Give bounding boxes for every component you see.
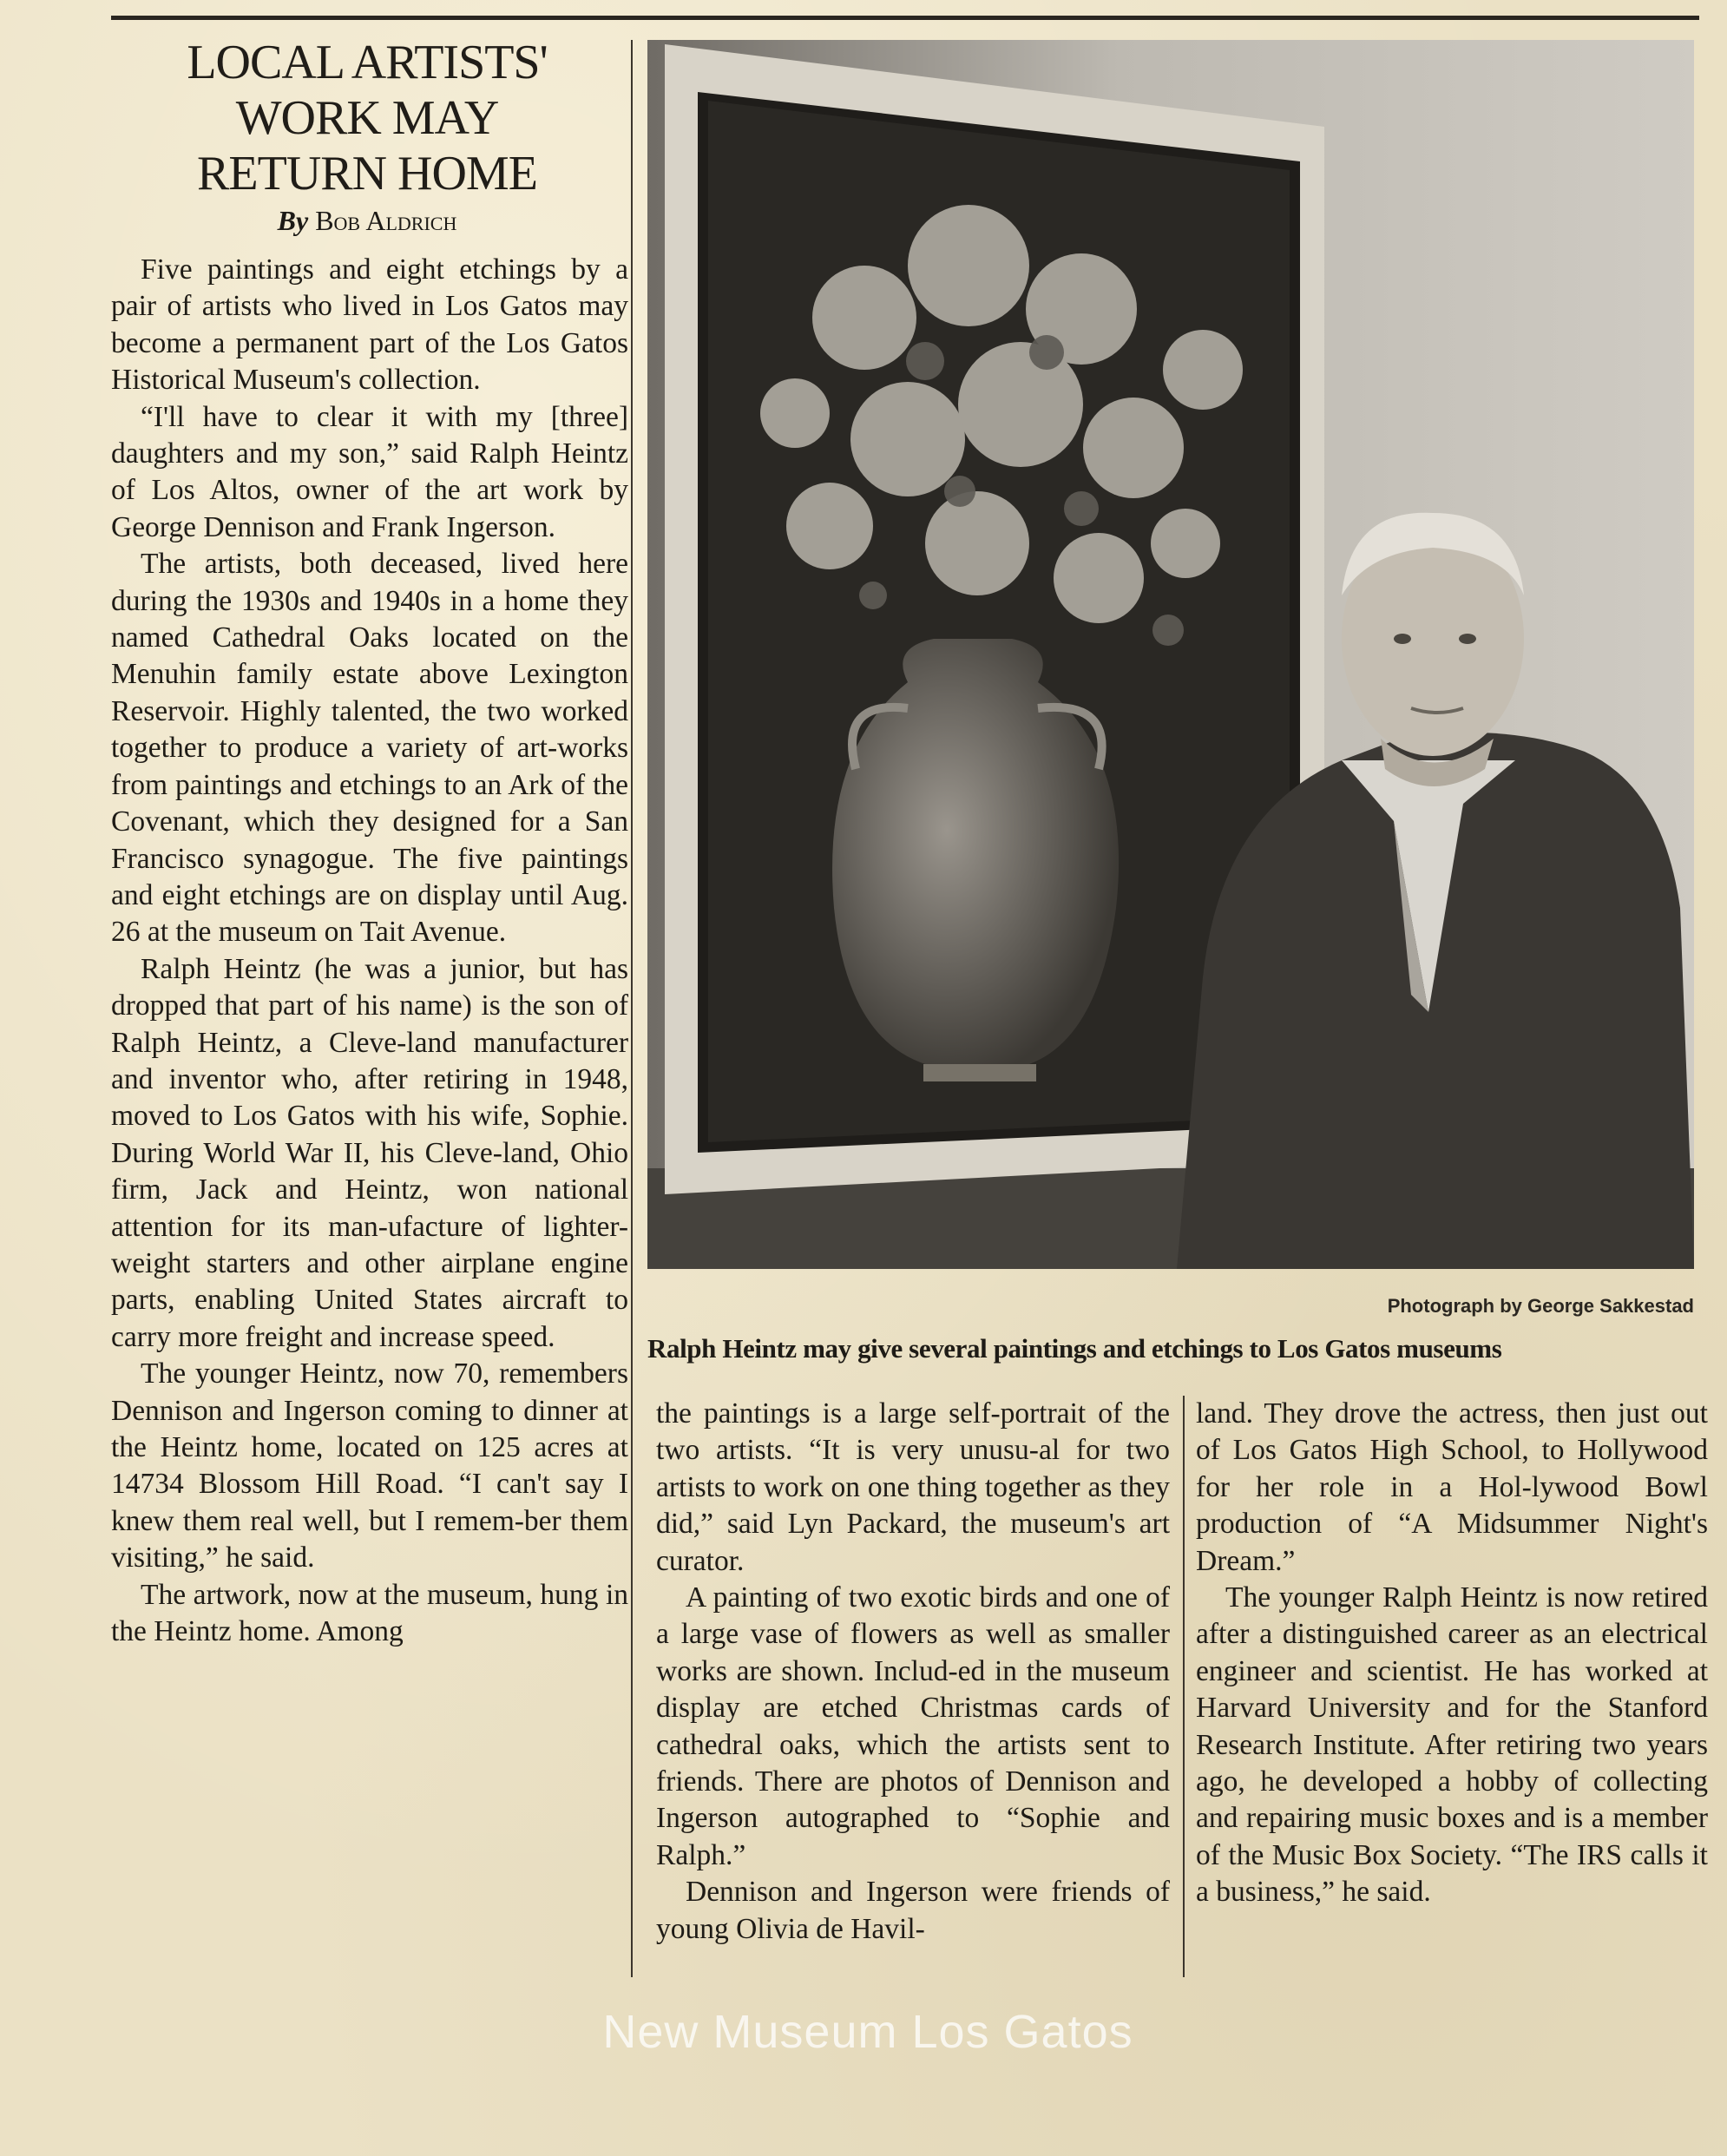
paragraph: A painting of two exotic birds and one of a large vase of flowers as well as smaller works are shown. Includ-ed in the museum display are etched Christmas cards of cathedral oaks, which the artists sent to friends. There are photos of Dennison and Ingerson autographed to “Sophie and Ralph.” [656,1581,1170,1871]
paragraph: land. They drove the actress, then just out of Los Gatos High School, to Hollywood for her role in a Hol-lywood Bowl production of “A Midsummer Night's Dream.” [1196,1397,1708,1577]
paragraph: Five paintings and eight etchings by a pair of artists who lived in Los Gatos may become a permanent part of the Los Gatos Historical Museum's collection. [111,253,628,397]
column-rule-2 [1183,1396,1185,1977]
headline-line-1: LOCAL ARTISTS' [187,36,548,89]
photo-illustration [647,40,1694,1269]
photo-caption: Ralph Heintz may give several paintings and etchings to Los Gatos museums [647,1333,1502,1364]
paragraph: The artists, both deceased, lived here during the 1930s and 1940s in a home they named Cathedral Oaks located on the Menuhin family estate above Lexington Reservoir. Highly talented, the two worked together to produce a variety of art-works from paintings and etchings to an Ark of the Covenant, which they designed for a San Francisco synagogue. The five paintings and eight etchings are on display until Aug. 26 at the museum on Tait Avenue. [111,548,628,949]
photo-credit: Photograph by George Sakkestad [1387,1295,1694,1317]
photograph [647,40,1694,1269]
byline-by: By [277,205,309,236]
headline-line-2: WORK MAY [235,91,499,145]
paragraph: The younger Heintz, now 70, remembers Dennison and Ingerson coming to dinner at the Heintz home, located on 125 acres at 14734 Blossom Hill Road. “I can't say I knew them real well, but I remem-ber them visiting,” he said. [111,1357,628,1574]
paragraph: “I'll have to clear it with my [three] daughters and my son,” said Ralph Heintz of Los Altos, owner of the art work by George Dennison and Frank Ingerson. [111,400,628,543]
column-rule-1 [631,40,633,1977]
paragraph: Ralph Heintz (he was a junior, but has dropped that part of his name) is the son of Ralph Heintz, a Cleve-land manufacturer and inventor who, after retiring in 1948, moved to Los Gatos with his wife, Sophie. During World War II, his Cleve-land, Ohio firm, Jack and Heintz, won national attention for its man-ufacture of lighter-weight starters and other airplane engine parts, enabling United States aircraft to carry more freight and increase speed. [111,952,628,1353]
paragraph: Dennison and Ingerson were friends of young Olivia de Havil- [656,1876,1170,1945]
article-column-1 [111,252,628,1650]
byline [111,203,623,238]
paragraph: The artwork, now at the museum, hung in the Heintz home. Among [111,1578,628,1648]
headline-line-3: RETURN HOME [197,147,537,200]
byline-name: Bob Aldrich [315,205,457,236]
top-rule [111,16,1699,20]
paragraph: The younger Ralph Heintz is now retired after a distinguished career as an electrical engineer and scientist. He has worked at Harvard University and for the Stanford Research Institute. After retiring two years ago, he developed a hobby of collecting and repairing music boxes and is a member of the Music Box Society. “The IRS calls it a business,” he said. [1196,1581,1708,1909]
paragraph: the paintings is a large self-portrait of the two artists. “It is very unusu-al for two artists to work on one thing together as they did,” said Lyn Packard, the museum's art curator. [656,1397,1170,1577]
watermark: New Museum Los Gatos [602,2006,1133,2058]
headline [111,35,623,201]
article-column-3 [1196,1396,1708,1911]
article-column-2 [656,1396,1170,1948]
